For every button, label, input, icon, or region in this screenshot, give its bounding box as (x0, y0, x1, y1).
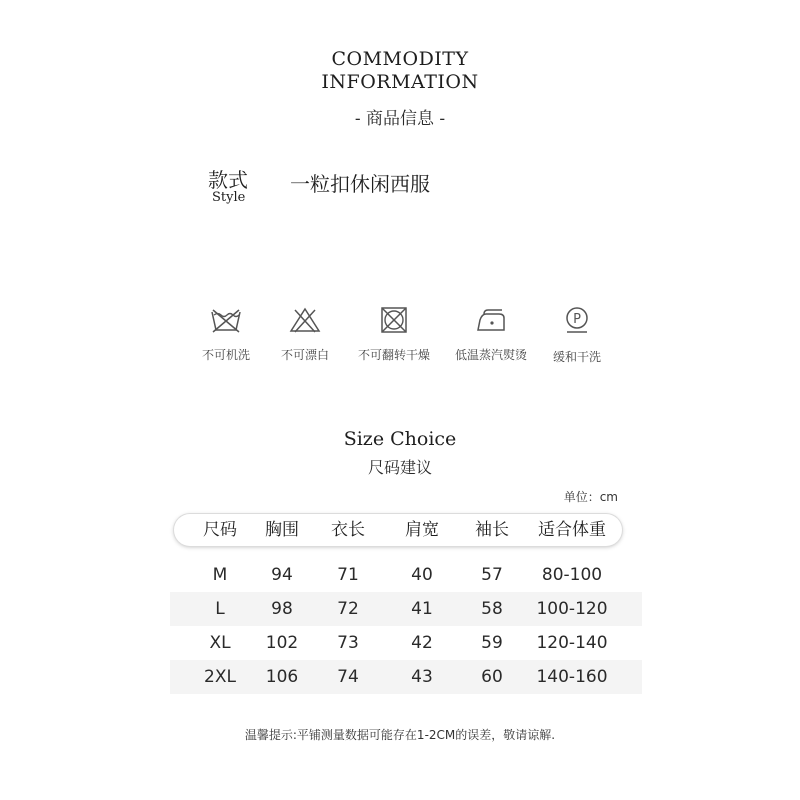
cell-weight: 100-120 (536, 599, 608, 619)
care-label: 缓和干洗 (552, 350, 601, 364)
no-tumble-dry-icon (377, 306, 411, 334)
cell-chest: 106 (265, 667, 299, 687)
cell-length: 72 (337, 599, 359, 619)
cell-sleeve: 59 (481, 633, 503, 653)
care-label: 不可翻转干燥 (357, 348, 430, 362)
header-sleeve: 袖长 (475, 520, 509, 540)
cell-length: 73 (337, 633, 359, 653)
commodity-title-line1: COMMODITY (331, 48, 469, 70)
measurement-note: 温馨提示:平铺测量数据可能存在1-2CM的误差，敬请谅解. (244, 728, 556, 742)
cell-sleeve: 57 (481, 565, 503, 585)
cell-shoulder: 40 (411, 565, 433, 585)
no-machine-wash-icon (209, 306, 243, 334)
cell-size: XL (209, 633, 231, 653)
size-title-en: Size Choice (343, 428, 457, 450)
style-value: 一粒扣休闲西服 (290, 172, 430, 196)
care-item-no-bleach (255, 306, 355, 363)
cell-weight: 140-160 (536, 667, 608, 687)
cell-size: 2XL (204, 667, 236, 687)
cell-shoulder: 41 (411, 599, 433, 619)
cell-size: L (215, 599, 225, 619)
header-weight: 适合体重 (538, 520, 606, 540)
commodity-title (0, 48, 800, 94)
svg-text:P: P (573, 312, 581, 327)
cell-chest: 102 (265, 633, 299, 653)
cell-shoulder: 42 (411, 633, 433, 653)
care-label: 不可漂白 (280, 348, 329, 362)
care-item-gentle-dry-clean (527, 306, 627, 365)
cell-sleeve: 58 (481, 599, 503, 619)
header-shoulder: 肩宽 (405, 520, 439, 540)
cell-weight: 80-100 (541, 565, 603, 585)
low-steam-iron-icon (474, 306, 508, 334)
header-length: 衣长 (331, 520, 365, 540)
cell-chest: 98 (271, 599, 293, 619)
cell-size: M (212, 565, 228, 585)
cell-length: 71 (337, 565, 359, 585)
care-label: 低温蒸汽熨烫 (454, 348, 527, 362)
cell-shoulder: 43 (411, 667, 433, 687)
care-label: 不可机洗 (201, 348, 250, 362)
style-label-cn: 款式 (208, 168, 248, 192)
cell-sleeve: 60 (481, 667, 503, 687)
style-label-en: Style (212, 190, 246, 205)
gentle-dry-clean-icon (560, 306, 594, 336)
cell-weight: 120-140 (536, 633, 608, 653)
no-bleach-icon (288, 306, 322, 334)
care-item-low-steam-iron (441, 306, 541, 363)
header-size: 尺码 (203, 520, 237, 540)
header-chest: 胸围 (265, 520, 299, 540)
commodity-subtitle: - 商品信息 - (354, 109, 446, 129)
cell-chest: 94 (271, 565, 293, 585)
cell-length: 74 (337, 667, 359, 687)
unit-label: 单位：cm (563, 490, 618, 504)
size-title-cn: 尺码建议 (367, 458, 432, 477)
commodity-title-line2: INFORMATION (321, 71, 479, 93)
care-item-no-tumble-dry (344, 306, 444, 363)
